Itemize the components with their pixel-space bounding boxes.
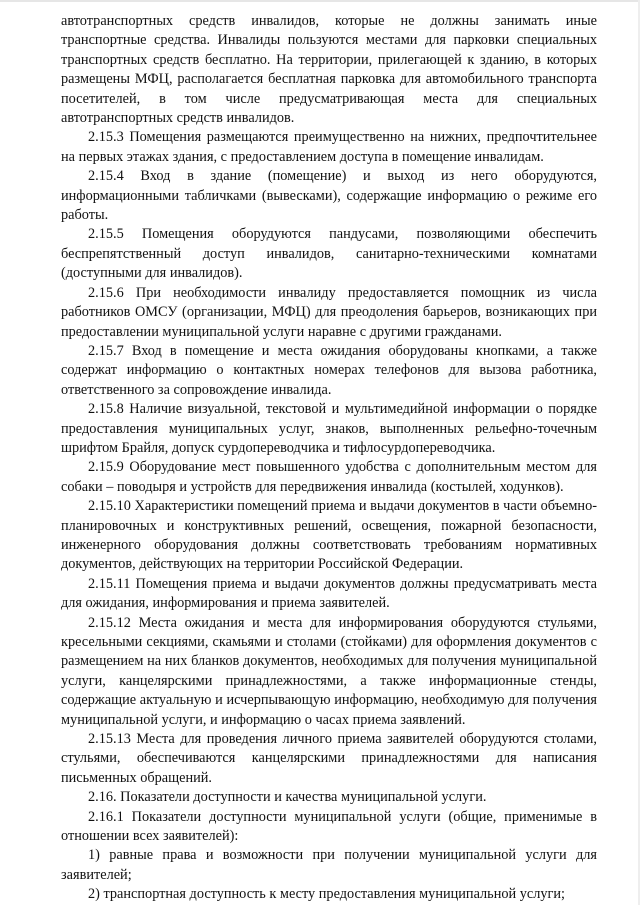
paragraph-2-15-3: 2.15.3 Помещения размещаются преимущественно на нижних, предпочтительнее на первых этажах здания, с предоставлением доступа в помещение инвалидам. (61, 129, 597, 165)
paragraph-2-15-5: 2.15.5 Помещения оборудуются пандусами, позволяющими обеспечить беспрепятственный доступ инвалидов, санитарно-техническими комнатами (доступными для инвалидов). (61, 226, 597, 282)
paragraph-2-15-10: 2.15.10 Характеристики помещений приема и выдачи документов в части объемно-планировочных и конструктивных решений, освещения, пожарной безопасности, инженерного оборудования должны соответствовать требованиям нормативных документов, действующих на территории Российской Федерации. (61, 498, 597, 573)
paragraph-2-15-7: 2.15.7 Вход в помещение и места ожидания оборудованы кнопками, а также содержат информацию о контактных номерах телефонов для вызова работника, ответственного за сопровождение инвалида. (61, 342, 597, 398)
paragraph-2-16-1: 2.16.1 Показатели доступности муниципальной услуги (общие, применимые в отношении всех заявителей): (61, 808, 597, 845)
scan-edge-top (0, 0, 640, 2)
document-body (61, 12, 597, 905)
section-heading-2-16: 2.16. Показатели доступности и качества муниципальной услуги. (88, 789, 487, 806)
paragraph-2-15-9: 2.15.9 Оборудование мест повышенного удобства с дополнительным местом для собаки – поводыря и устройств для передвижения инвалида (костылей, ходунков). (61, 459, 597, 495)
list-item-2: 2) транспортная доступность к месту предоставления муниципальной услуги; (88, 886, 565, 903)
paragraph-2-15-8: 2.15.8 Наличие визуальной, текстовой и мультимедийной информации о порядке предоставления муниципальных услуг, знаков, выполненных рельефно-точечным шрифтом Брайля, допуск сурдопереводчика и тифлосурдопереводчика. (61, 401, 597, 456)
paragraph-2-15-6: 2.15.6 При необходимости инвалиду предоставляется помощник из числа работников ОМСУ (организации, МФЦ) для преодоления барьеров, возникающих при предоставлении муниципальной услуги наравне с другими гражданами. (61, 284, 597, 340)
paragraph-continuation: автотранспортных средств инвалидов, которые не должны занимать иные транспортные средства. Инвалиды пользуются местами для парковки специальных транспортных средств бесплатно. На территории, прилегающей к зданию, в которых размещены МФЦ, располагается бесплатная парковка для автомобильного транспорта посетителей, в том числе предусматривающая места для специальных автотранспортных средств инвалидов. (61, 13, 597, 127)
paragraph-2-15-12: 2.15.12 Места ожидания и места для информирования оборудуются стульями, кресельными секциями, скамьями и столами (стойками) для оформления документов с размещением на них бланков документов, необходимых для получения муниципальной услуги, канцелярскими принадлежностями, а также информационные стенды, содержащие актуальную и исчерпывающую информацию, необходимую для получения муниципальной услуги, и информацию о часах приема заявлений. (61, 614, 597, 728)
paragraph-2-15-13: 2.15.13 Места для проведения личного приема заявителей оборудуются столами, стульями, обеспечиваются канцелярскими принадлежностями для написания письменных обращений. (61, 731, 597, 786)
paragraph-2-15-4: 2.15.4 Вход в здание (помещение) и выход из него оборудуются, информационными табличками (вывесками), содержащие информацию о режиме его работы. (61, 168, 597, 224)
paragraph-2-15-11: 2.15.11 Помещения приема и выдачи документов должны предусматривать места для ожидания, информирования и приема заявителей. (61, 575, 597, 612)
list-item-1: 1) равные права и возможности при получении муниципальной услуги для заявителей; (61, 847, 597, 883)
